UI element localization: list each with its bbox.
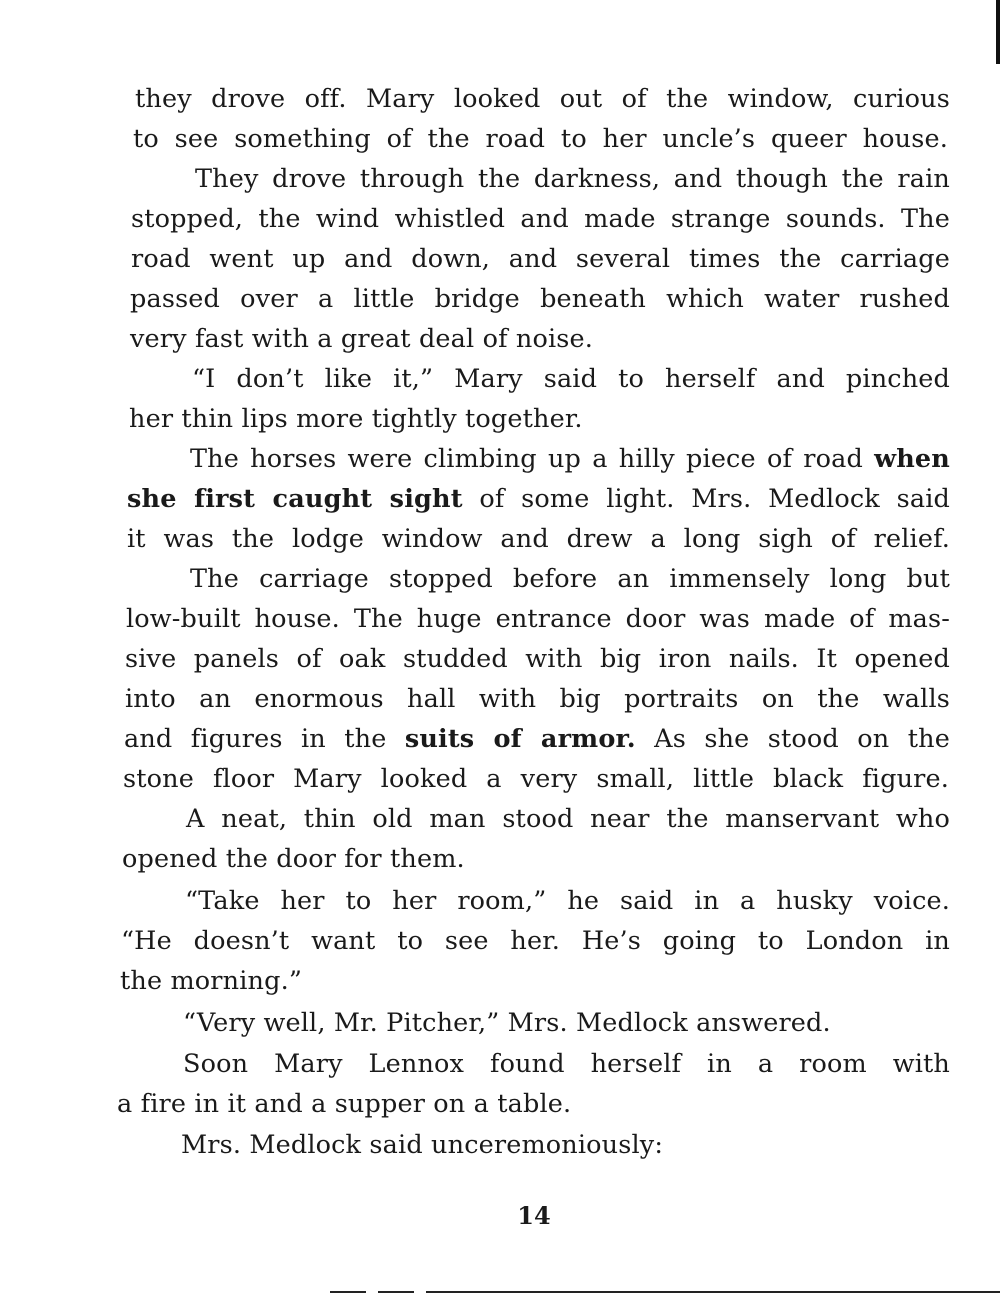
bold-phrase: when	[874, 444, 950, 474]
text-line: Soon Mary Lennox found herself in a room with	[183, 1049, 950, 1079]
bold-phrase: suits of armor.	[404, 724, 636, 754]
text-line: she first caught sight of some light. Mrs. Medlock said	[127, 484, 950, 514]
text-line: road went up and down, and several times the carriage	[131, 244, 950, 274]
text-line: Mrs. Medlock said unceremoniously:	[181, 1130, 664, 1160]
text-line: opened the door for them.	[122, 844, 465, 874]
text-line: to see something of the road to her uncle’s queer house.	[133, 124, 948, 154]
text-line: “Very well, Mr. Pitcher,” Mrs. Medlock answered.	[183, 1008, 831, 1038]
text-line: the morning.”	[120, 966, 303, 996]
text-line: very fast with a great deal of noise.	[130, 324, 594, 354]
text-line: it was the lodge window and drew a long sigh of relief.	[127, 524, 950, 554]
text-line: passed over a little bridge beneath which water rushed	[130, 284, 950, 314]
text-line: and figures in the suits of armor. As she stood on the	[124, 724, 950, 754]
text-line: “I don’t like it,” Mary said to herself and pinched	[192, 364, 950, 394]
text-line: “He doesn’t want to see her. He’s going to London in	[121, 926, 950, 956]
text-line: into an enormous hall with big portraits on the walls	[125, 684, 950, 714]
text-line: stopped, the wind whistled and made strange sounds. The	[131, 204, 950, 234]
text-line: her thin lips more tightly together.	[129, 404, 583, 434]
text-line: “Take her to her room,” he said in a husky voice.	[185, 886, 950, 916]
text-line: A neat, thin old man stood near the manservant who	[186, 804, 950, 834]
text-line: They drove through the darkness, and though the rain	[195, 164, 950, 194]
text-line: The carriage stopped before an immensely long but	[190, 564, 950, 594]
bold-phrase: she first caught sight	[127, 484, 463, 514]
text-line: a fire in it and a supper on a table.	[117, 1089, 572, 1119]
bottom-rule-solid	[430, 1291, 1000, 1293]
text-line: stone floor Mary looked a very small, little black figure.	[123, 764, 949, 794]
page-number: 14	[517, 1201, 551, 1230]
text-line: The horses were climbing up a hilly piece of road when	[190, 444, 950, 474]
text-line: low-built house. The huge entrance door was made of mas-	[126, 604, 950, 634]
page-edge-mark	[996, 0, 1000, 64]
text-line: they drove off. Mary looked out of the window, curious	[135, 84, 950, 114]
text-line: sive panels of oak studded with big iron nails. It opened	[125, 644, 950, 674]
